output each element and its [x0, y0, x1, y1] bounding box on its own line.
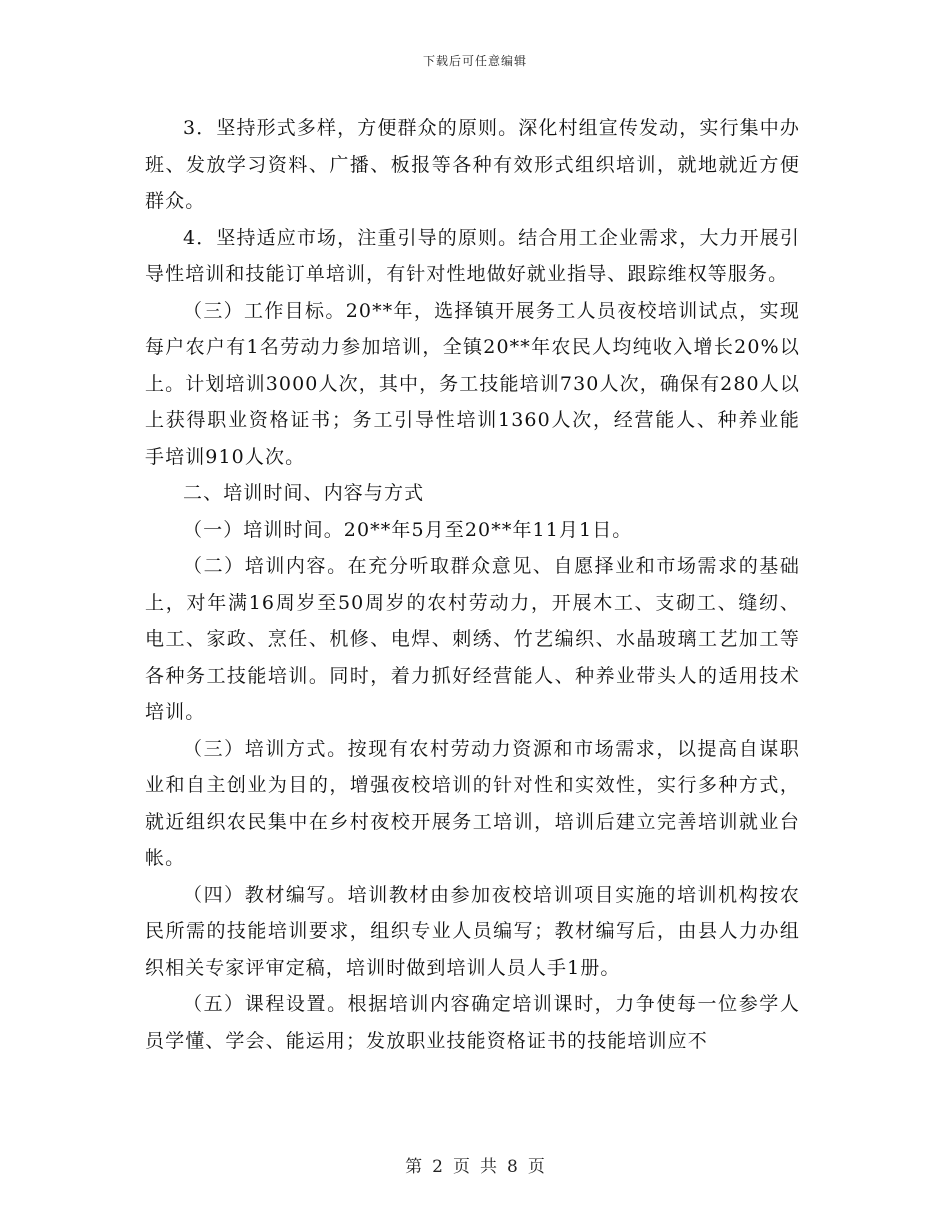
- footer-page-current: 2: [432, 1157, 443, 1177]
- paragraph-principle-3: 3．坚持形式多样，方便群众的原则。深化村组宣传发动，实行集中办班、发放学习资料、广播、板报等各种有效形式组织培训，就地就近方便群众。: [145, 117, 800, 212]
- paragraph-training-method: （三）培训方式。按现有农村劳动力资源和市场需求，以提高自谋职业和自主创业为目的，增强夜校培训的针对性和实效性，实行多种方式，就近组织农民集中在乡村夜校开展务工培训，培训后建立完善培训就业台帐。: [145, 737, 800, 869]
- section-heading-training: 二、培训时间、内容与方式: [183, 482, 425, 504]
- footer-label-gong: 共: [480, 1157, 497, 1177]
- page-header: 下载后可任意编辑: [422, 54, 527, 68]
- paragraph-curriculum: （五）课程设置。根据培训内容确定培训课时，力争使每一位参学人员学懂、学会、能运用；发放职业技能资格证书的技能培训应不: [145, 993, 800, 1052]
- footer-label-ye: 页: [453, 1157, 470, 1177]
- footer-page-total: 8: [507, 1157, 518, 1177]
- paragraph-textbook: （四）教材编写。培训教材由参加夜校培训项目实施的培训机构按农民所需的技能培训要求，组织专业人员编写；教材编写后，由县人力办组织相关专家评审定稿，培训时做到培训人员人手1册。: [145, 883, 800, 979]
- paragraph-work-goals: （三）工作目标。20**年，选择镇开展务工人员夜校培训试点，实现每户农户有1名劳动力参加培训，全镇20**年农民人均纯收入增长20%以上。计划培训3000人次，其中，务工技能培训730人次，确保有280人以上获得职业资格证书；务工引导性培训1360人次，经营能人、种养业能手培训910人次。: [145, 299, 800, 468]
- footer-label-ye-2: 页: [527, 1157, 545, 1177]
- footer-label-di: 第: [405, 1157, 423, 1177]
- page-footer: [0, 1152, 950, 1177]
- paragraph-training-time: （一）培训时间。20**年5月至20**年11月1日。: [183, 518, 633, 541]
- document-body: [145, 110, 800, 1059]
- paragraph-principle-4: 4．坚持适应市场，注重引导的原则。结合用工企业需求，大力开展引导性培训和技能订单培训，有针对性地做好就业指导、跟踪维权等服务。: [145, 226, 800, 285]
- paragraph-training-content: （二）培训内容。在充分听取群众意见、自愿择业和市场需求的基础上，对年满16周岁至50周岁的农村劳动力，开展木工、支砌工、缝纫、电工、家政、烹任、机修、电焊、刺绣、竹艺编织、水晶玻璃工艺加工等各种务工技能培训。同时，着力抓好经营能人、种养业带头人的适用技术培训。: [145, 555, 800, 723]
